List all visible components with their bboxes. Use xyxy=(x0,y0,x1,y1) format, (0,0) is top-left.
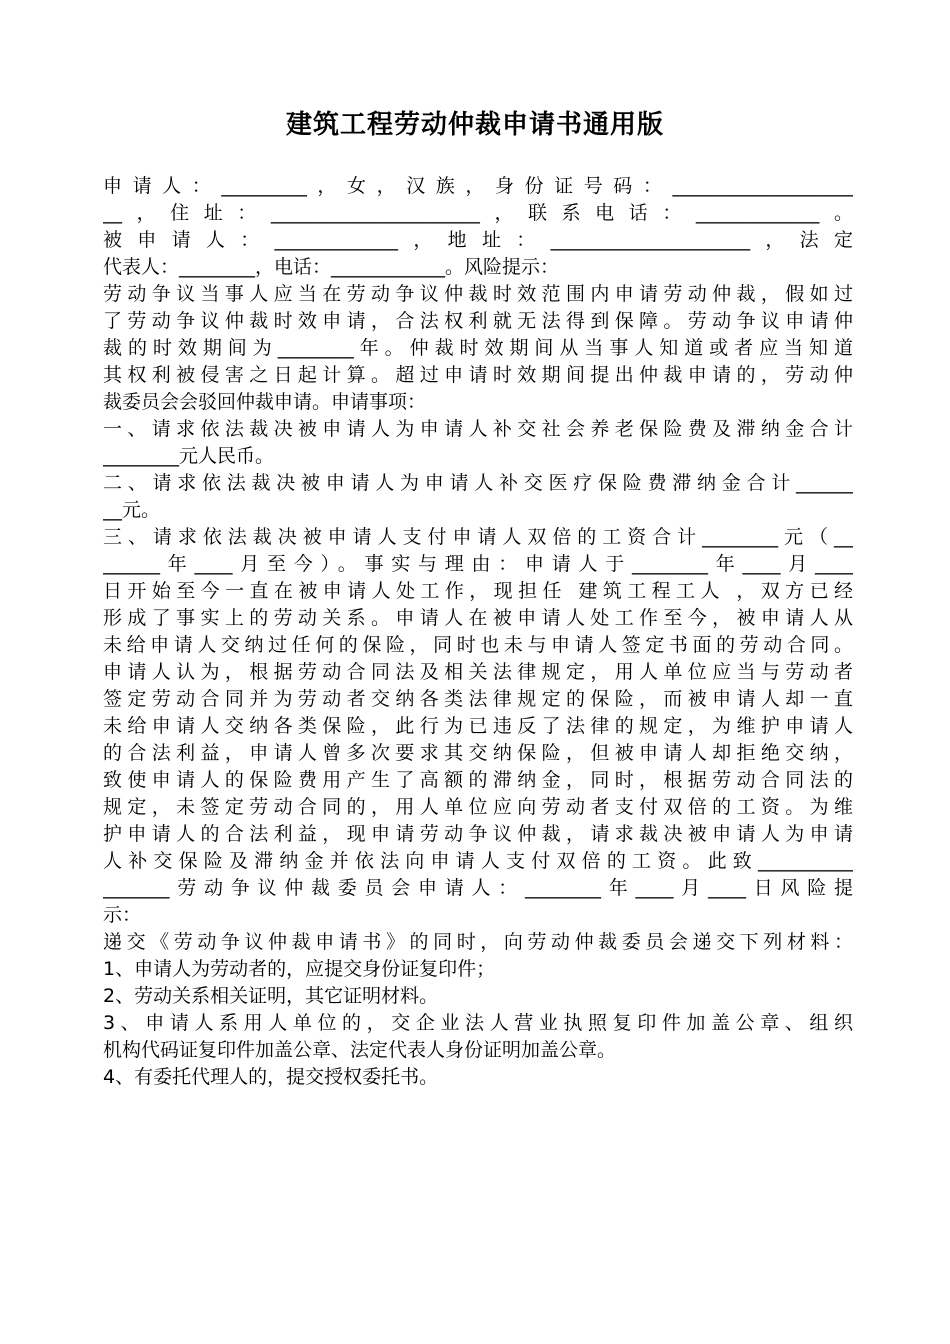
body-line: 的合法利益，申请人曾多次要求其交纳保险，但被申请人却拒绝交纳， xyxy=(103,742,853,764)
body-line: 3、申请人系用人单位的，交企业法人营业执照复印件加盖公章、组织 xyxy=(103,1012,853,1034)
body-line: 1、申请人为劳动者的，应提交身份证复印件； xyxy=(103,958,496,980)
body-line: _______劳动争议仲裁委员会申请人：________年____月____日风险提 xyxy=(103,877,853,899)
body-line: 签定劳动合同并为劳动者交纳各类法律规定的保险，而被申请人却一直 xyxy=(103,688,853,710)
body-line: 劳动争议当事人应当在劳动争议仲裁时效范围内申请劳动仲裁，假如过 xyxy=(103,283,853,305)
body-line: 4、有委托代理人的，提交授权委托书。 xyxy=(103,1066,439,1088)
body-line: 2、劳动关系相关证明，其它证明材料。 xyxy=(103,985,439,1007)
body-line: 三、请求依法裁决被申请人支付申请人双倍的工资合计________元（__ xyxy=(103,526,853,548)
body-line: __，住址：______________________，联系电话：_____________。 xyxy=(103,202,853,224)
body-line: 护申请人的合法利益，现申请劳动争议仲裁，请求裁决被申请人为申请 xyxy=(103,823,853,845)
body-line: 形成了事实上的劳动关系。申请人在被申请人处工作至今，被申请人从 xyxy=(103,607,853,629)
body-line: 未给申请人交纳过任何的保险，同时也未与申请人签定书面的劳动合同。 xyxy=(103,634,853,656)
body-line: 了劳动争议仲裁时效申请，合法权利就无法得到保障。劳动争议申请仲 xyxy=(103,310,853,332)
body-line: 规定，未签定劳动合同的，用人单位应向劳动者支付双倍的工资。为维 xyxy=(103,796,853,818)
body-line: 日开始至今一直在被申请人处工作，现担任 建筑工程工人 ，双方已经 xyxy=(103,580,853,602)
body-line: 致使申请人的保险费用产生了高额的滞纳金，同时，根据劳动合同法的 xyxy=(103,769,853,791)
body-line: 人补交保险及滞纳金并依法向申请人支付双倍的工资。此致__________ xyxy=(103,850,853,872)
body-line: ________元人民币。 xyxy=(103,445,275,467)
body-line: 二、请求依法裁决被申请人为申请人补交医疗保险费滞纳金合计______ xyxy=(103,472,853,494)
document-body xyxy=(103,173,853,1091)
body-line: ______年____月至今）。事实与理由：申请人于________年____月____ xyxy=(103,553,853,575)
body-line: 裁委员会会驳回仲裁申请。申请事项： xyxy=(103,391,427,413)
body-line: 被申请人：_____________，地址：_____________________，法定 xyxy=(103,229,853,251)
body-line: 未给申请人交纳各类保险，此行为已违反了法律的规定，为维护申请人 xyxy=(103,715,853,737)
body-line: 其权利被侵害之日起计算。超过申请时效期间提出仲裁申请的，劳动仲 xyxy=(103,364,853,386)
body-line: 一、请求依法裁决被申请人为申请人补交社会养老保险费及滞纳金合计 xyxy=(103,418,853,440)
body-line: 示： xyxy=(103,904,142,926)
body-line: 申请人认为，根据劳动合同法及相关法律规定，用人单位应当与劳动者 xyxy=(103,661,853,683)
body-line: 机构代码证复印件加盖公章、法定代表人身份证明加盖公章。 xyxy=(103,1039,617,1061)
body-line: 申请人：_________，女，汉族，身份证号码：___________________ xyxy=(103,175,853,197)
body-line: 代表人：________，电话：____________。风险提示： xyxy=(103,256,560,278)
body-line: 裁的时效期间为________年。仲裁时效期间从当事人知道或者应当知道 xyxy=(103,337,853,359)
body-line: __元。 xyxy=(103,499,161,521)
document-title: 建筑工程劳动仲裁申请书通用版 xyxy=(285,110,664,140)
body-line: 递交《劳动争议仲裁申请书》的同时，向劳动仲裁委员会递交下列材料： xyxy=(103,931,853,953)
